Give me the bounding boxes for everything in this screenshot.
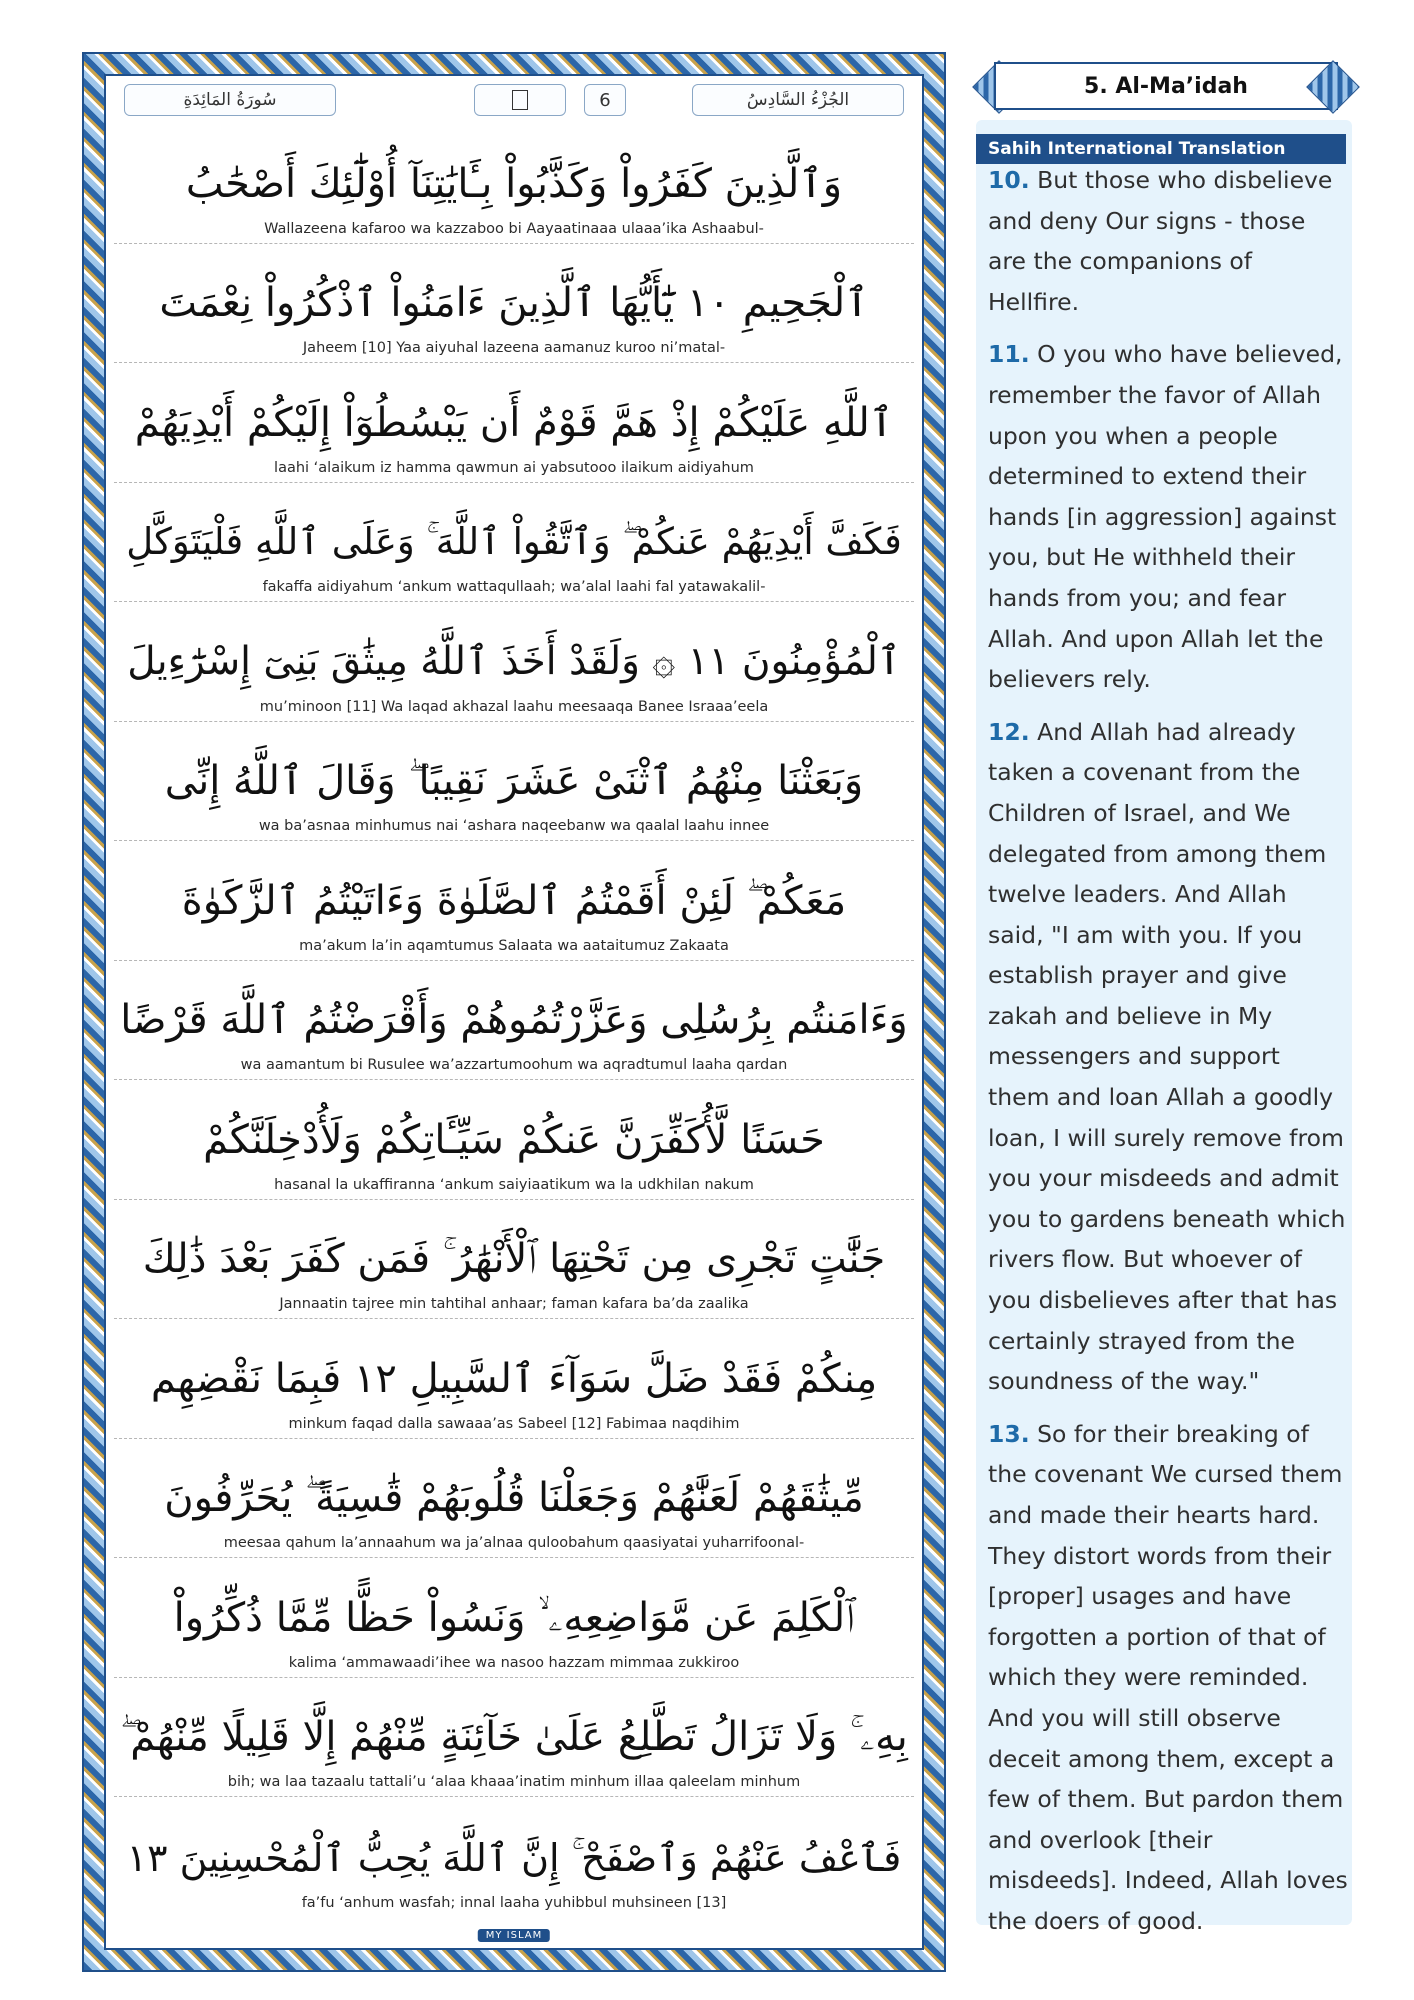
arabic-text: مَعَكُمْ ۖ لَئِنْ أَقَمْتُمُ ٱلصَّلَوٰةَ وَءَاتَيْتُمُ ٱلزَّكَوٰةَ [181, 877, 847, 924]
verse-paragraph [988, 1414, 1348, 1942]
quran-line [114, 363, 914, 483]
verse-text: So for their breaking of the covenant We cursed them and made their hearts hard. They distort words from their [proper] usages and have forgotten a portion of that of which they were reminded. And you will still observe deceit among them, except a few of them. But pardon them and overlook [their misdeeds]. Indeed, Allah loves the doers of good. [988, 1419, 1348, 1935]
transliteration: Jaheem [10] Yaa aiyuhal lazeena aamanuz kuroo ni’matal- [302, 340, 726, 356]
translation-label: Sahih International Translation [976, 134, 1346, 164]
transliteration: laahi ‘alaikum iz hamma qawmun ai yabsutooo ilaikum aidiyahum [274, 459, 754, 476]
verse-number: 12. [988, 717, 1030, 746]
transliteration: hasanal la ukaffiranna ‘ankum saiyiaatikum wa la udkhilan nakum [274, 1176, 754, 1193]
verse-number: 11. [988, 340, 1030, 369]
quran-line [114, 841, 914, 961]
transliteration: meesaa qahum la’annaahum wa ja’alnaa quloobahum qaasiyatai yuharrifoonal- [223, 1535, 805, 1551]
mushaf-page [82, 52, 946, 1972]
translation-text [988, 160, 1348, 1954]
arabic-text: ٱلْكَلِمَ عَن مَّوَاضِعِهِۦ ۙ وَنَسُواْ حَظًّا مِّمَّا ذُكِّرُواْ [173, 1594, 855, 1641]
surah-title-banner [976, 56, 1356, 116]
quran-lines [114, 124, 914, 1914]
verse-number: 10. [988, 166, 1030, 194]
transliteration: minkum faqad dalla sawaaa’as Sabeel [12] Fabimaa naqdihim [288, 1415, 740, 1432]
arabic-text: مِنكُمْ فَقَدْ ضَلَّ سَوَآءَ ٱلسَّبِيلِ ١٢ فَبِمَا نَقْضِهِم [150, 1355, 878, 1402]
verse-text: And Allah had already taken a covenant from the Children of Israel, and We delegated from among them twelve leaders. And Allah said, "I am with you. If you establish prayer and give zakah and believe in My messengers and support them and loan Allah a goodly loan, I will surely remove from you your misdeeds and admit you to gardens beneath which rivers flow. But whoever of you disbelieves after that has certainly strayed from the soundness of the way." [988, 717, 1346, 1396]
arabic-text: فَٱعْفُ عَنْهُمْ وَٱصْفَحْ ۚ إِنَّ ٱللَّهَ يُحِبُّ ٱلْمُحْسِنِينَ ١٣ [126, 1835, 902, 1880]
arabic-text: بِهِۦ ۚ وَلَا تَزَالُ تَطَّلِعُ عَلَىٰ خَآئِنَةٍ مِّنْهُمْ إِلَّا قَلِيلًا مِّنْهُمْ ۖ [120, 1714, 908, 1760]
quran-line [114, 1558, 914, 1678]
verse-number: 13. [988, 1419, 1030, 1448]
arabic-text: فَكَفَّ أَيْدِيَهُمْ عَنكُمْ ۖ وَٱتَّقُواْ ٱللَّهَ ۚ وَعَلَى ٱللَّهِ فَلْيَتَوَكَّلِ [126, 520, 902, 563]
arabic-text: ٱللَّهِ عَلَيْكُمْ إِذْ هَمَّ قَوْمٌ أَن يَبْسُطُوٓاْ إِلَيْكُمْ أَيْدِيَهُمْ [134, 399, 894, 446]
verse-paragraph [988, 334, 1348, 699]
surah-title: 5. Al-Ma’idah [994, 62, 1338, 110]
juz-name-box: الجُزْءُ السَّادِسُ [692, 84, 904, 116]
arabic-text: مِّيثَٰقَهُمْ لَعَنَّٰهُمْ وَجَعَلْنَا قُلُوبَهُمْ قَٰسِيَةً ۖ يُحَرِّفُونَ [164, 1475, 864, 1521]
quran-line [114, 1439, 914, 1559]
transliteration: Jannaatin tajree min tahtihal anhaar; faman kafara ba’da zaalika [279, 1296, 749, 1312]
quran-line [114, 961, 914, 1081]
quran-line [114, 244, 914, 364]
transliteration: bih; wa laa tazaalu tattali’u ‘alaa khaaa’inatim minhum illaa qaleelam minhum [227, 1774, 801, 1790]
verse-text: But those who disbelieve and deny Our signs - those are the companions of Hellfire. [988, 166, 1333, 316]
square-icon [512, 90, 528, 110]
transliteration: Wallazeena kafaroo wa kazzaboo bi Aayaatinaaa ulaaa’ika Ashaabul- [264, 220, 764, 237]
bookmark-square-box [474, 84, 566, 116]
arabic-text: حَسَنًا لَّأُكَفِّرَنَّ عَنكُمْ سَيِّـَٔاتِكُمْ وَلَأُدْخِلَنَّكُمْ [203, 1116, 825, 1163]
arabic-text: ٱلْمُؤْمِنُونَ ١١ ۞ وَلَقَدْ أَخَذَ ٱللَّهُ مِيثَٰقَ بَنِىٓ إِسْرَٰٓءِيلَ [127, 638, 901, 684]
quran-line [114, 1678, 914, 1798]
transliteration: wa aamantum bi Rusulee wa’azzartumoohum wa aqradtumul laaha qardan [240, 1057, 788, 1073]
quran-line [114, 1319, 914, 1439]
quran-line [114, 1080, 914, 1200]
arabic-text: ٱلْجَحِيمِ ١٠ يَٰٓأَيُّهَا ٱلَّذِينَ ءَامَنُواْ ٱذْكُرُواْ نِعْمَتَ [159, 280, 869, 326]
quran-line [114, 722, 914, 842]
arabic-text: وَءَامَنتُم بِرُسُلِى وَعَزَّرْتُمُوهُمْ وَأَقْرَضْتُمُ ٱللَّهَ قَرْضًا [120, 997, 908, 1043]
surah-name-box: سُورَةُ المَائِدَةِ [124, 84, 336, 116]
transliteration: kalima ‘ammawaadi’ihee wa nasoo hazzam mimmaa zukkiroo [288, 1654, 740, 1671]
arabic-text: وَٱلَّذِينَ كَفَرُواْ وَكَذَّبُواْ بِـَٔايَٰتِنَآ أُوْلَٰٓئِكَ أَصْحَٰبُ [185, 160, 843, 207]
brand-logo: MY ISLAM [478, 1929, 550, 1942]
page-number: 6 [584, 84, 626, 116]
verse-paragraph [988, 160, 1348, 322]
transliteration: wa ba’asnaa minhumus nai ‘ashara naqeebanw wa qaalal laahu innee [258, 818, 770, 834]
arabic-text: وَبَعَثْنَا مِنْهُمُ ٱثْنَىْ عَشَرَ نَقِيبًا ۖ وَقَالَ ٱللَّهُ إِنِّى [164, 758, 864, 804]
quran-line [114, 483, 914, 603]
quran-line [114, 1797, 914, 1917]
verse-paragraph [988, 712, 1348, 1402]
arabic-text: جَنَّٰتٍ تَجْرِى مِن تَحْتِهَا ٱلْأَنْهَٰرُ ۚ فَمَن كَفَرَ بَعْدَ ذَٰلِكَ [142, 1236, 886, 1282]
transliteration: ma’akum la’in aqamtumus Salaata wa aataitumuz Zakaata [299, 937, 729, 954]
transliteration: fakaffa aidiyahum ‘ankum wattaqullaah; wa’alal laahi fal yatawakalil- [262, 579, 766, 595]
mushaf-header [114, 80, 914, 120]
quran-line [114, 1200, 914, 1320]
transliteration: fa’fu ‘anhum wasfah; innal laaha yuhibbul muhsineen [13] [301, 1894, 727, 1911]
quran-line [114, 602, 914, 722]
mushaf-inner-frame [104, 74, 924, 1950]
transliteration: mu’minoon [11] Wa laqad akhazal laahu meesaaqa Banee Israaa’eela [259, 698, 769, 715]
quran-line [114, 124, 914, 244]
verse-text: O you who have believed, remember the favor of Allah upon you when a people determined to extend their hands [in aggression] against you, but He withheld their hands from you; and fear Allah. And upon Allah let the believers rely. [988, 340, 1343, 694]
